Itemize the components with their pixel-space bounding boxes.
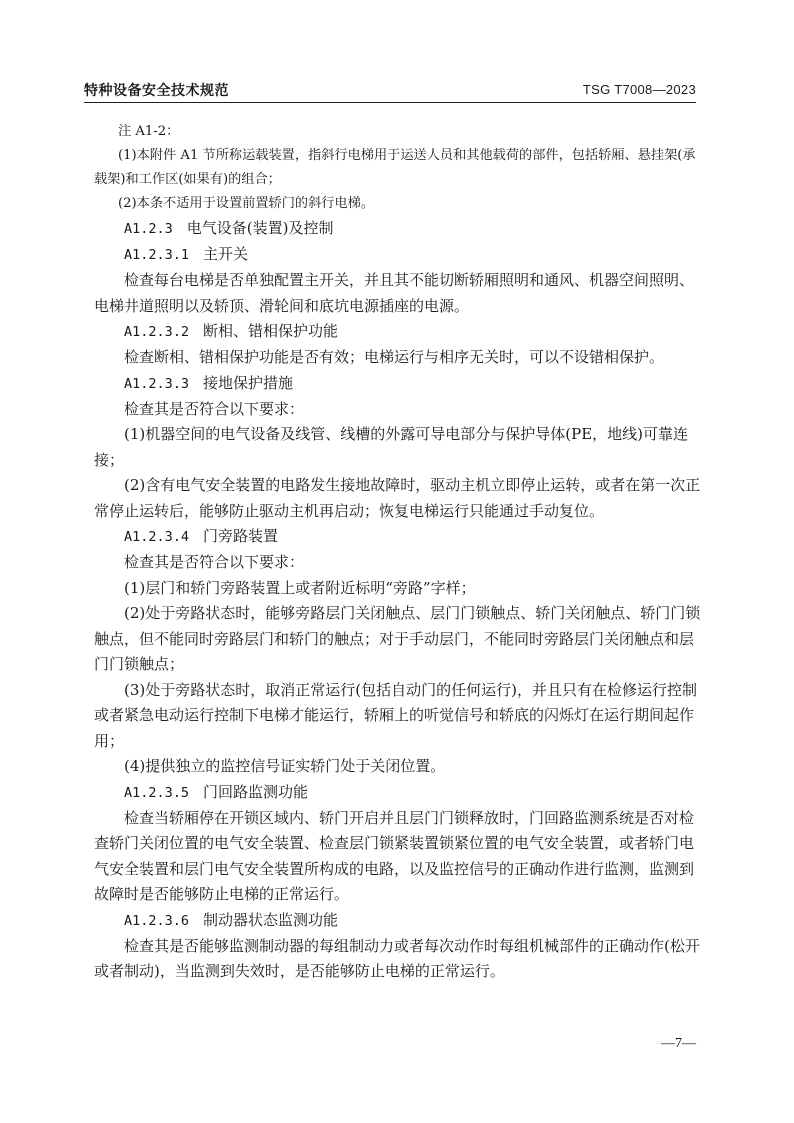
section-heading [94,242,702,268]
section-number: A1.2.3.5 [124,784,190,801]
body-paragraph: (1)机器空间的电气设备及线管、线槽的外露可导电部分与保护导体(PE，地线)可靠连接； [94,425,688,469]
body-paragraph: 检查其是否符合以下要求： [124,553,305,571]
section-title: 电气设备(装置)及控制 [186,219,334,237]
header-title: 特种设备安全技术规范 [84,83,229,99]
section-title: 断相、错相保护功能 [203,322,339,340]
section-heading [94,371,702,397]
page-number: —7— [661,1036,696,1051]
section-heading [94,216,702,242]
body-paragraph: 检查其是否符合以下要求： [124,399,305,418]
note-title: 注 A1-2： [118,124,180,139]
body-paragraph: 检查当轿厢停在开锁区域内、轿门开启并且层门门锁释放时，门回路监测系统是否对检查轿门关闭位置的电气安全装置、检查层门锁紧装置锁紧位置的电气安全装置，或者轿门电气安全装置和层门电气安全装置所构成的电路，以及监控信号的正确动作进行监测，监测到故障时是否能够防止电梯的正常运行。 [94,808,695,903]
section-number: A1.2.3.3 [124,375,190,392]
section-title: 门回路监测功能 [203,782,309,801]
section-number: A1.2.3.1 [124,247,190,263]
header-standard-number: TSG T7008—2023 [582,82,696,97]
body-paragraph: (2)含有电气安全装置的电路发生接地故障时，驱动主机立即停止运转，或者在第一次正常停止运转后，能够防止驱动主机再启动；恢复电梯运行只能通过手动复位。 [94,476,701,520]
running-header [84,80,696,103]
body-paragraph: (2)处于旁路状态时，能够旁路层门关闭触点、层门门锁触点、轿门关闭触点、轿门门锁触点，但不能同时旁路层门和轿门的触点；对于手动层门，不能同时旁路层门关闭触点和层门门锁触点； [94,604,701,673]
section-heading [94,780,702,806]
body-paragraph: (4)提供独立的监控信号证实轿门处于关闭位置。 [124,757,446,775]
section-title: 门旁路装置 [203,527,279,545]
section-heading [94,908,702,934]
note-item: (2)本条不适用于设置前置轿门的斜行电梯。 [118,196,375,211]
section-title: 接地保护措施 [203,373,294,392]
note-item: (1)本附件 A1 节所称运载装置，指斜行电梯用于运送人员和其他载荷的部件，包括轿厢、悬挂架(承载架)和工作区(如果有)的组合； [94,148,696,187]
section-heading [94,524,702,550]
section-number: A1.2.3 [124,221,173,237]
body-paragraph: 检查其是否能够监测制动器的每组制动力或者每次动作时每组机械部件的正确动作(松开或者制动)，当监测到失效时，是否能够防止电梯的正常运行。 [94,936,700,980]
body-paragraph: (3)处于旁路状态时，取消正常运行(包括自动门的任何运行)，并且只有在检修运行控制或者紧急电动运行控制下电梯才能运行，轿厢上的听觉信号和轿底的闪烁灯在运行期间起作用； [94,680,697,750]
body-paragraph: (1)层门和轿门旁路装置上或者附近标明“旁路”字样； [124,578,476,597]
body-paragraph: 检查断相、错相保护功能是否有效；电梯运行与相序无关时，可以不设错相保护。 [124,348,665,366]
body-paragraph: 检查每台电梯是否单独配置主开关，并且其不能切断轿厢照明和通风、机器空间照明、电梯井道照明以及轿顶、滑轮间和底坑电源插座的电源。 [94,271,695,315]
page-content [94,120,702,985]
section-number: A1.2.3.4 [124,529,190,545]
section-title: 主开关 [203,245,249,263]
section-heading [94,319,702,345]
section-title: 制动器状态监测功能 [203,910,339,929]
section-number: A1.2.3.6 [124,912,190,929]
section-number: A1.2.3.2 [124,324,190,340]
